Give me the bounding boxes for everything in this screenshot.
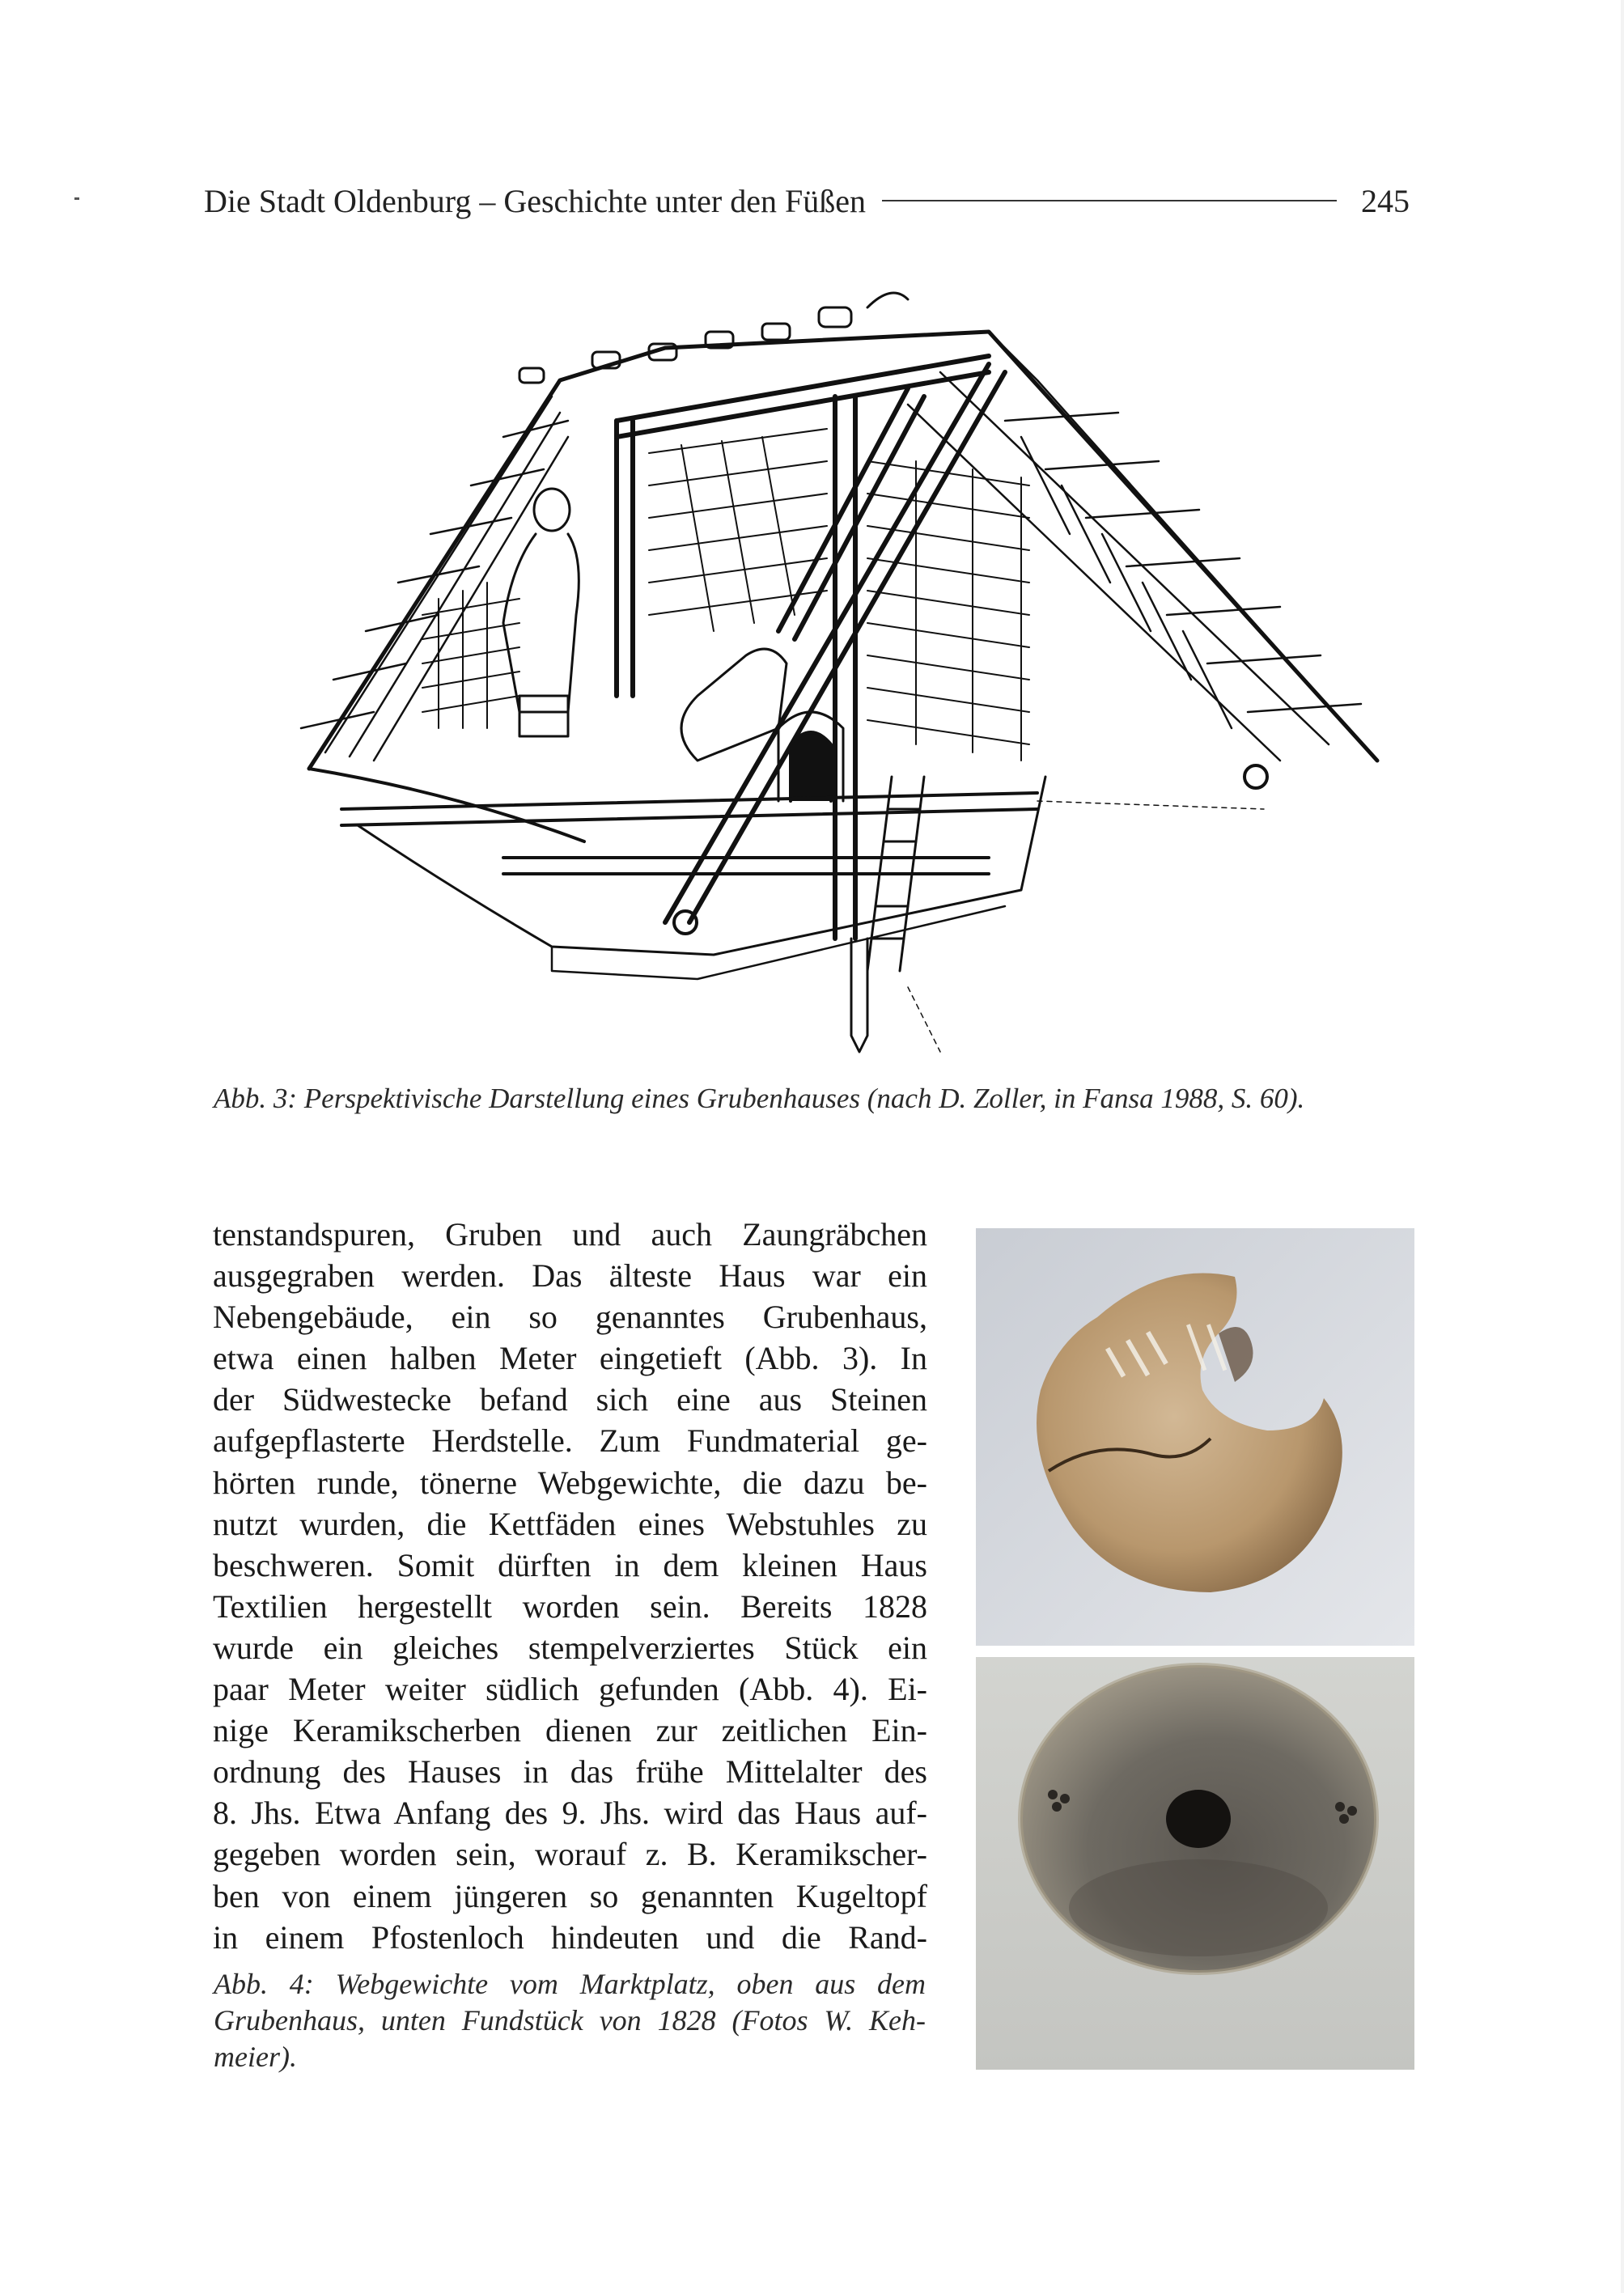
body-line: Nebengebäude, ein so genanntes Grubenhaus, (213, 1299, 927, 1336)
body-line: Textilien hergestellt worden sein. Bereits 1828 (213, 1587, 927, 1625)
body-line: ausgegraben werden. Das älteste Haus war ein (213, 1257, 927, 1295)
caption-line: Abb. 4: Webgewichte vom Marktplatz, oben aus dem (214, 1968, 926, 2000)
loom-weight-photo-top (976, 1228, 1414, 1646)
header-title: Die Stadt Oldenburg – Geschichte unter den Füßen (204, 182, 866, 219)
caption-line: meier). (214, 2041, 297, 2073)
body-line: gegeben worden sein, worauf z. B. Keramikscher- (213, 1836, 927, 1873)
body-line: tenstandspuren, Gruben und auch Zaungräbchen (213, 1216, 927, 1252)
body-line: aufgepflasterte Herdstelle. Zum Fundmaterial ge- (213, 1422, 927, 1460)
caption-line: Grubenhaus, unten Fundstück von 1828 (Fotos W. Keh- (214, 2004, 926, 2037)
body-line: der Südwestecke befand sich eine aus Steinen (213, 1381, 927, 1418)
body-line: beschweren. Somit dürften in dem kleinen Haus (213, 1546, 927, 1583)
body-line: hörten runde, tönerne Webgewichte, die dazu be- (213, 1464, 927, 1501)
body-line: wurde ein gleiches stempelverziertes Stück ein (213, 1629, 927, 1666)
header-rule (882, 200, 1337, 201)
body-line: 8. Jhs. Etwa Anfang des 9. Jhs. wird das Haus auf- (213, 1795, 927, 1832)
body-line: ben von einem jüngeren so genannten Kugeltopf (213, 1877, 927, 1914)
margin-mark (74, 197, 79, 200)
loom-weight-photo-bottom (976, 1657, 1414, 2070)
body-text (213, 1214, 927, 1958)
body-line: nige Keramikscherben dienen zur zeitlichen Ein- (213, 1712, 927, 1749)
body-line: in einem Pfostenloch hindeuten und die Rand- (213, 1918, 927, 1956)
figure-3-caption: Abb. 3: Perspektivische Darstellung eines Grubenhauses (nach D. Zoller, in Fansa 1988, S. 60). (214, 1083, 1305, 1114)
pit-house-drawing (212, 275, 1410, 1068)
body-line: etwa einen halben Meter eingetieft (Abb. 3). In (213, 1340, 927, 1377)
running-header (204, 176, 1410, 225)
body-line: paar Meter weiter südlich gefunden (Abb. 4). Ei- (213, 1671, 927, 1708)
page-number: 245 (1361, 182, 1410, 219)
body-line: ordnung des Hauses in das frühe Mittelalter des (213, 1753, 927, 1791)
body-line: nutzt wurden, die Kettfäden eines Webstuhles zu (213, 1505, 927, 1542)
figure-4-caption (214, 1966, 926, 2075)
page-edge (1621, 0, 1624, 2293)
